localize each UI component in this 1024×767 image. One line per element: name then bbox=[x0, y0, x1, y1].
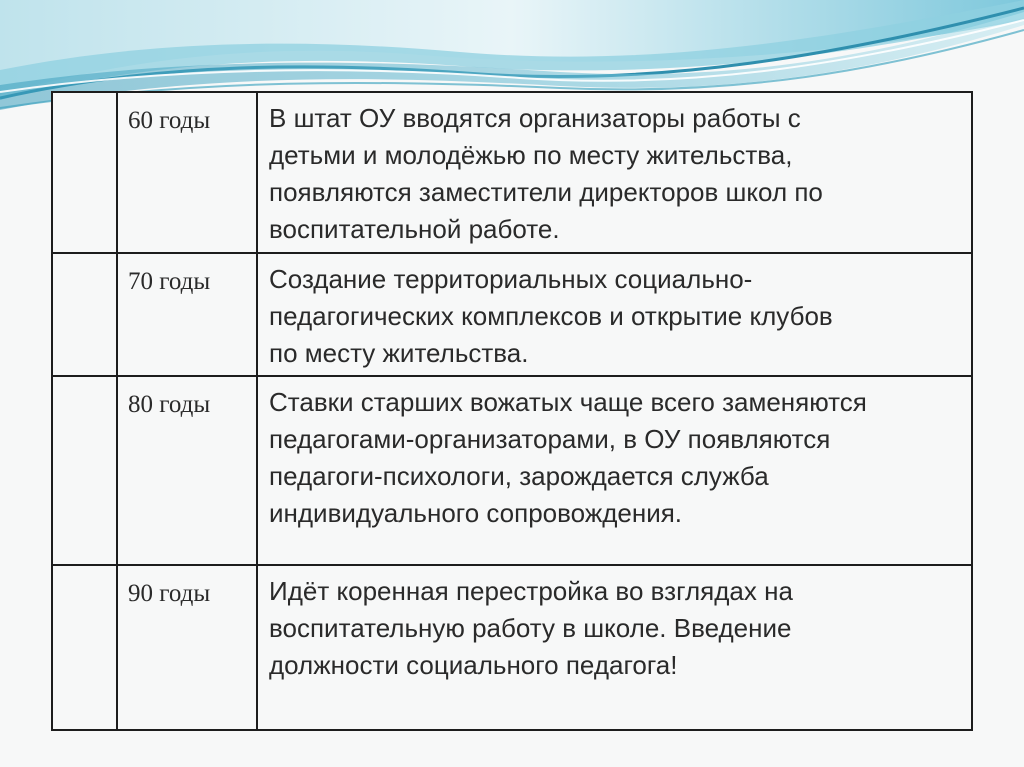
description-cell bbox=[257, 565, 972, 730]
description-text: Идёт коренная перестройка во взглядах на воспитательную работу в школе. Введение должности социального педагога! bbox=[269, 576, 793, 680]
period-label: 80 годы bbox=[128, 391, 211, 418]
description-cell bbox=[257, 92, 972, 253]
period-cell bbox=[117, 253, 257, 376]
description-text: Создание территориальных социально- педагогических комплексов и открытие клубов по месту жительства. bbox=[269, 264, 833, 368]
empty-cell bbox=[52, 565, 117, 730]
empty-cell bbox=[52, 376, 117, 565]
timeline-table bbox=[51, 91, 973, 731]
description-text: Ставки старших вожатых чаще всего заменяются педагогами-организаторами, в ОУ появляются педагоги-психологи, зарождается служба индивидуального сопровождения. bbox=[269, 387, 867, 528]
description-cell bbox=[257, 376, 972, 565]
period-label: 90 годы bbox=[128, 580, 211, 607]
period-cell bbox=[117, 92, 257, 253]
table-row bbox=[52, 253, 972, 376]
period-cell bbox=[117, 376, 257, 565]
table-row bbox=[52, 92, 972, 253]
empty-cell bbox=[52, 253, 117, 376]
period-label: 70 годы bbox=[128, 268, 211, 295]
period-label: 60 годы bbox=[128, 107, 211, 134]
table-row bbox=[52, 565, 972, 730]
timeline-table-container bbox=[51, 91, 973, 729]
period-cell bbox=[117, 565, 257, 730]
empty-cell bbox=[52, 92, 117, 253]
table-row bbox=[52, 376, 972, 565]
description-cell bbox=[257, 253, 972, 376]
description-text: В штат ОУ вводятся организаторы работы с детьми и молодёжью по месту жительства, появляются заместители директоров школ по воспитательной работе. bbox=[269, 103, 823, 244]
